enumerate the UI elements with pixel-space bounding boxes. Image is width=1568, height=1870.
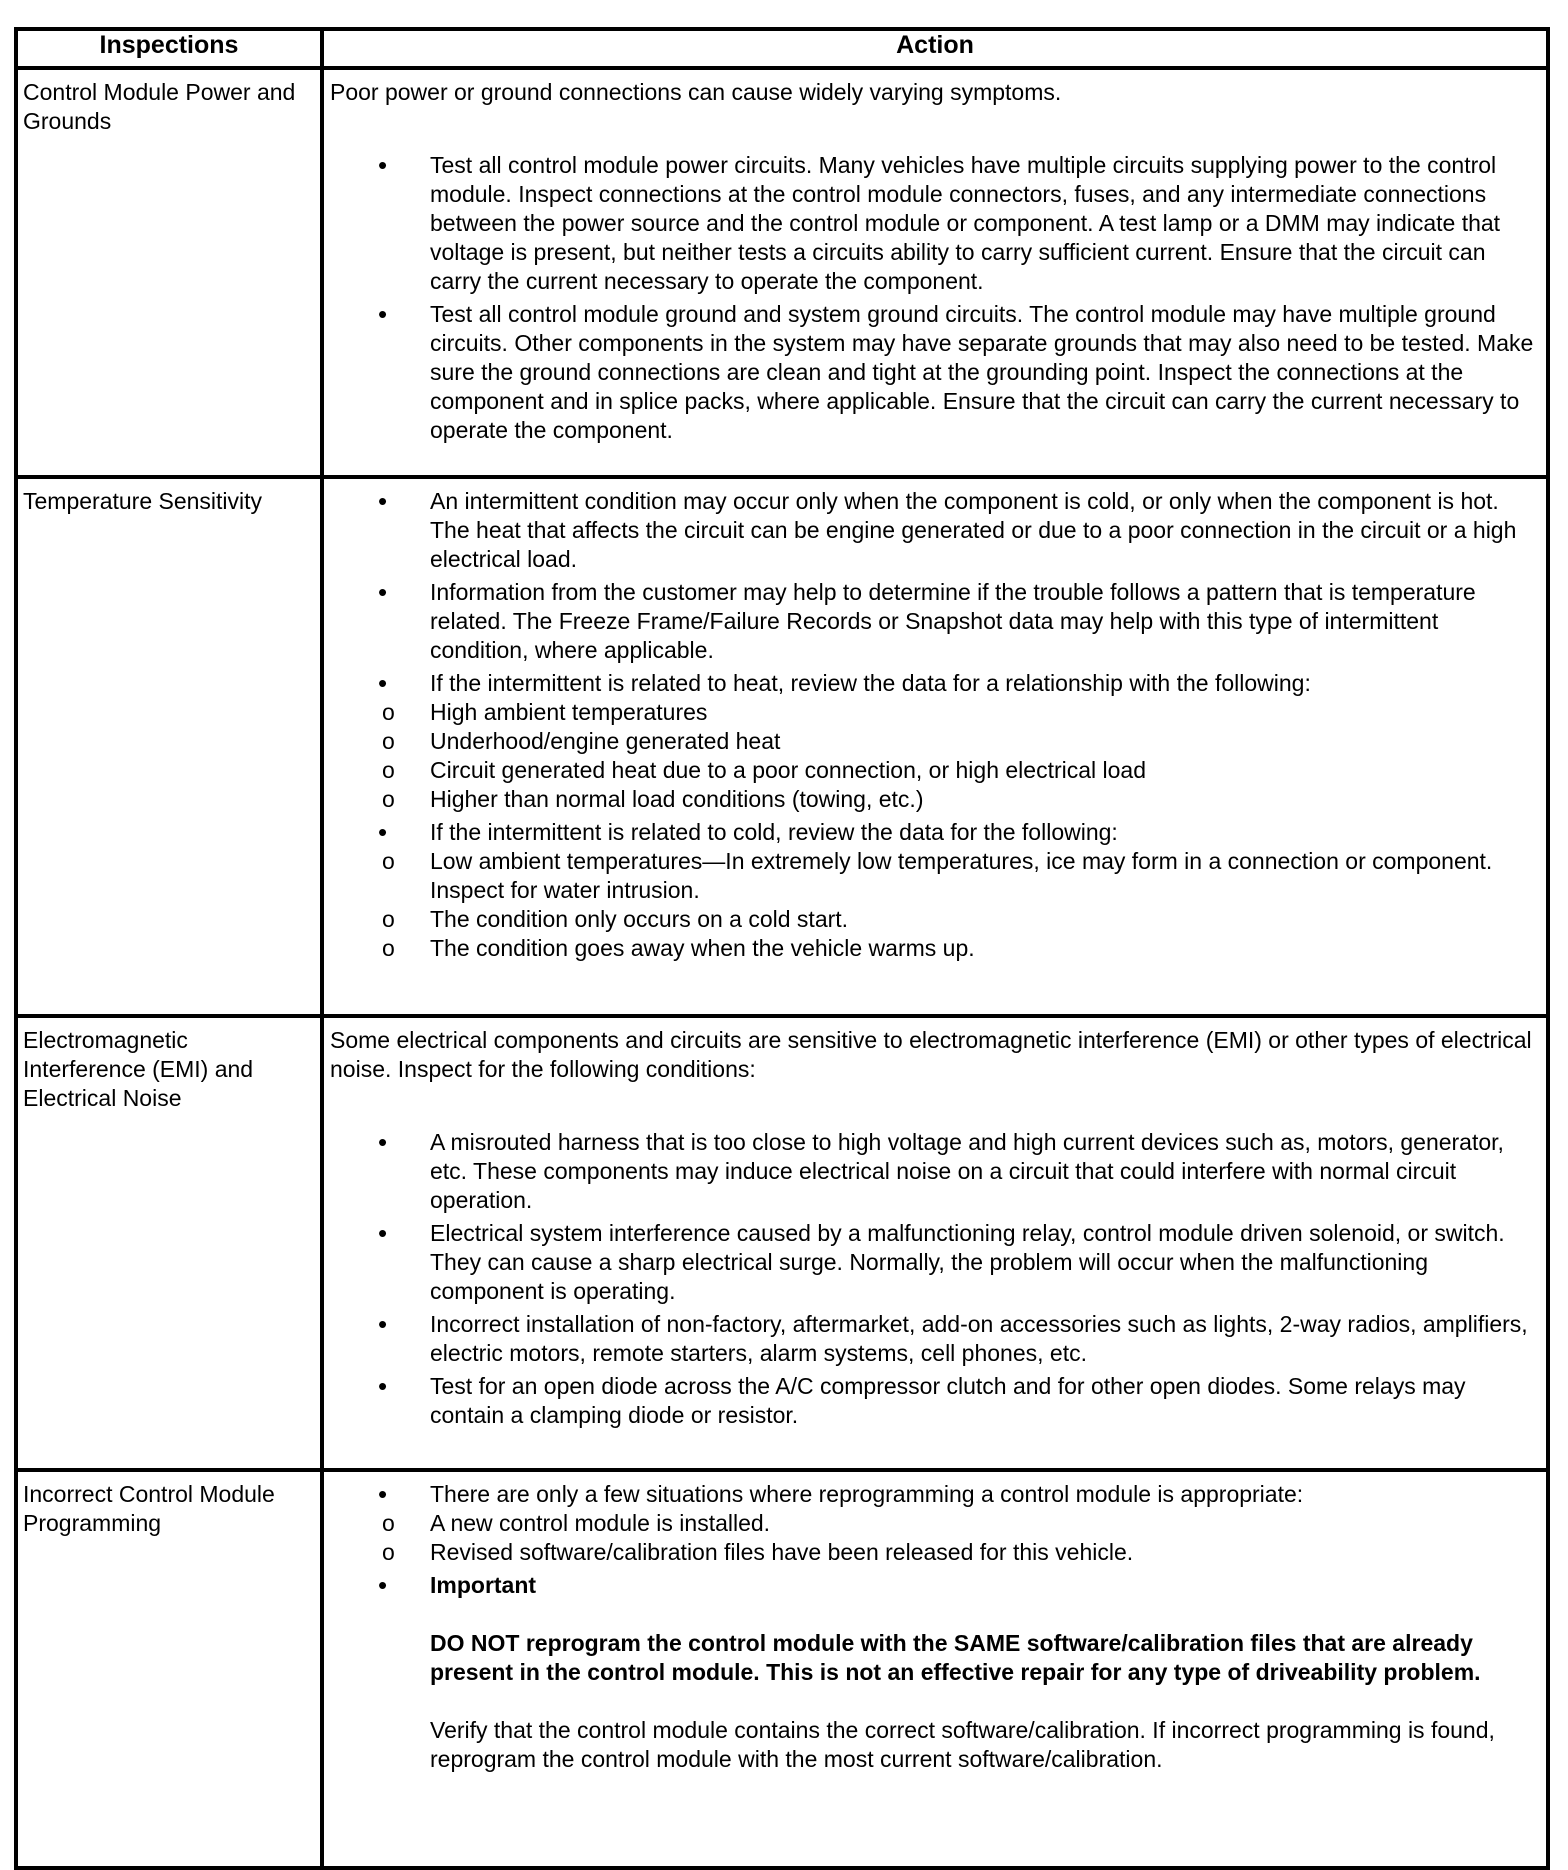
bullet-list — [330, 1128, 1540, 1430]
action-cell — [322, 68, 1548, 477]
sub-item: o The condition goes away when the vehicle warms up. — [330, 934, 1540, 963]
inspection-cell: Control Module Power and Grounds — [16, 68, 322, 477]
table-row — [16, 1016, 1548, 1470]
header-row — [16, 29, 1548, 68]
sub-list — [330, 847, 1540, 963]
bullet-item: • Test for an open diode across the A/C compressor clutch and for other open diodes. Some relays may contain a clamping diode or resistor. — [330, 1372, 1540, 1430]
sub-list — [330, 1509, 1540, 1567]
inspection-cell: Electromagnetic Interference (EMI) and Electrical Noise — [16, 1016, 322, 1470]
inspection-cell: Incorrect Control Module Programming — [16, 1470, 322, 1868]
verify-text: Verify that the control module contains the correct software/calibration. If incorrect programming is found, reprogram the control module with the most current software/calibration. — [430, 1717, 1495, 1772]
action-cell — [322, 1470, 1548, 1868]
sub-item: o Underhood/engine generated heat — [330, 727, 1540, 756]
inspection-cell: Temperature Sensitivity — [16, 477, 322, 1016]
bullet-list — [330, 1480, 1540, 1774]
sub-item: o The condition only occurs on a cold start. — [330, 905, 1540, 934]
important-text: DO NOT reprogram the control module with the SAME software/calibration files that are already present in the control module. This is not an effective repair for any type of driveability problem. — [430, 1630, 1481, 1685]
action-header: Action — [322, 29, 1548, 68]
sub-item: o Revised software/calibration files have been released for this vehicle. — [330, 1538, 1540, 1567]
inspection-table — [14, 27, 1550, 1870]
action-cell — [322, 1016, 1548, 1470]
bullet-item: • Test all control module power circuits. Many vehicles have multiple circuits supplying power to the control module. Inspect connections at the control module connectors, fuses, and any intermediate connections between the power source and the control module or component. A test lamp or a DMM may indicate that voltage is present, but neither tests a circuits ability to carry sufficient current. Ensure that the circuit can carry the current necessary to operate the component. — [330, 151, 1540, 296]
sub-item: o Low ambient temperatures—In extremely low temperatures, ice may form in a connection or component. Inspect for water intrusion. — [330, 847, 1540, 905]
bullet-item — [330, 1571, 1540, 1774]
inspections-header: Inspections — [16, 29, 322, 68]
sub-list — [330, 698, 1540, 814]
bullet-item: • If the intermittent is related to cold, review the data for the following: o Low ambient temperatures—In extremely low temperatures, ice may form in a connection or component. Inspect for water intrusion. o The condition only occurs on a cold start. o The condition goes away when the vehicle warms up. — [330, 818, 1540, 963]
bullet-list — [330, 151, 1540, 445]
action-cell — [322, 477, 1548, 1016]
important-label: • Important — [430, 1572, 537, 1598]
bullet-item: • An intermittent condition may occur only when the component is cold, or only when the component is hot. The heat that affects the circuit can be engine generated or due to a poor connection in the circuit or a high electrical load. — [330, 487, 1540, 574]
bullet-list — [330, 487, 1540, 963]
table-row — [16, 477, 1548, 1016]
bullet-item: • Electrical system interference caused by a malfunctioning relay, control module driven solenoid, or switch. They can cause a sharp electrical surge. Normally, the problem will occur when the malfunctioning component is operating. — [330, 1219, 1540, 1306]
action-intro: Poor power or ground connections can cause widely varying symptoms. — [330, 79, 1062, 105]
table-row — [16, 68, 1548, 477]
bullet-item: • Test all control module ground and system ground circuits. The control module may have multiple ground circuits. Other components in the system may have separate grounds that may also need to be tested. Make sure the ground connections are clean and tight at the grounding point. Inspect the connections at the component and in splice packs, where applicable. Ensure that the circuit can carry the current necessary to operate the component. — [330, 300, 1540, 445]
bullet-item: • There are only a few situations where reprogramming a control module is appropriate: o A new control module is installed. o Revised software/calibration files have been released for this vehicle. — [330, 1480, 1540, 1567]
sub-item: o Higher than normal load conditions (towing, etc.) — [330, 785, 1540, 814]
action-intro: Some electrical components and circuits are sensitive to electromagnetic interference (EMI) or other types of electrical noise. Inspect for the following conditions: — [330, 1027, 1532, 1082]
table-row — [16, 1470, 1548, 1868]
sub-item: o A new control module is installed. — [330, 1509, 1540, 1538]
sub-item: o High ambient temperatures — [330, 698, 1540, 727]
bullet-item: • A misrouted harness that is too close to high voltage and high current devices such as, motors, generator, etc. These components may induce electrical noise on a circuit that could interfere with normal circuit operation. — [330, 1128, 1540, 1215]
bullet-item: • Information from the customer may help to determine if the trouble follows a pattern that is temperature related. The Freeze Frame/Failure Records or Snapshot data may help with this type of intermittent condition, where applicable. — [330, 578, 1540, 665]
bullet-item: • Incorrect installation of non-factory, aftermarket, add-on accessories such as lights, 2-way radios, amplifiers, electric motors, remote starters, alarm systems, cell phones, etc. — [330, 1310, 1540, 1368]
bullet-item: • If the intermittent is related to heat, review the data for a relationship with the following: o High ambient temperatures o Underhood/engine generated heat o Circuit generated heat due to a poor connection, or high electrical load o Higher than normal load conditions (towing, etc.) — [330, 669, 1540, 814]
sub-item: o Circuit generated heat due to a poor connection, or high electrical load — [330, 756, 1540, 785]
